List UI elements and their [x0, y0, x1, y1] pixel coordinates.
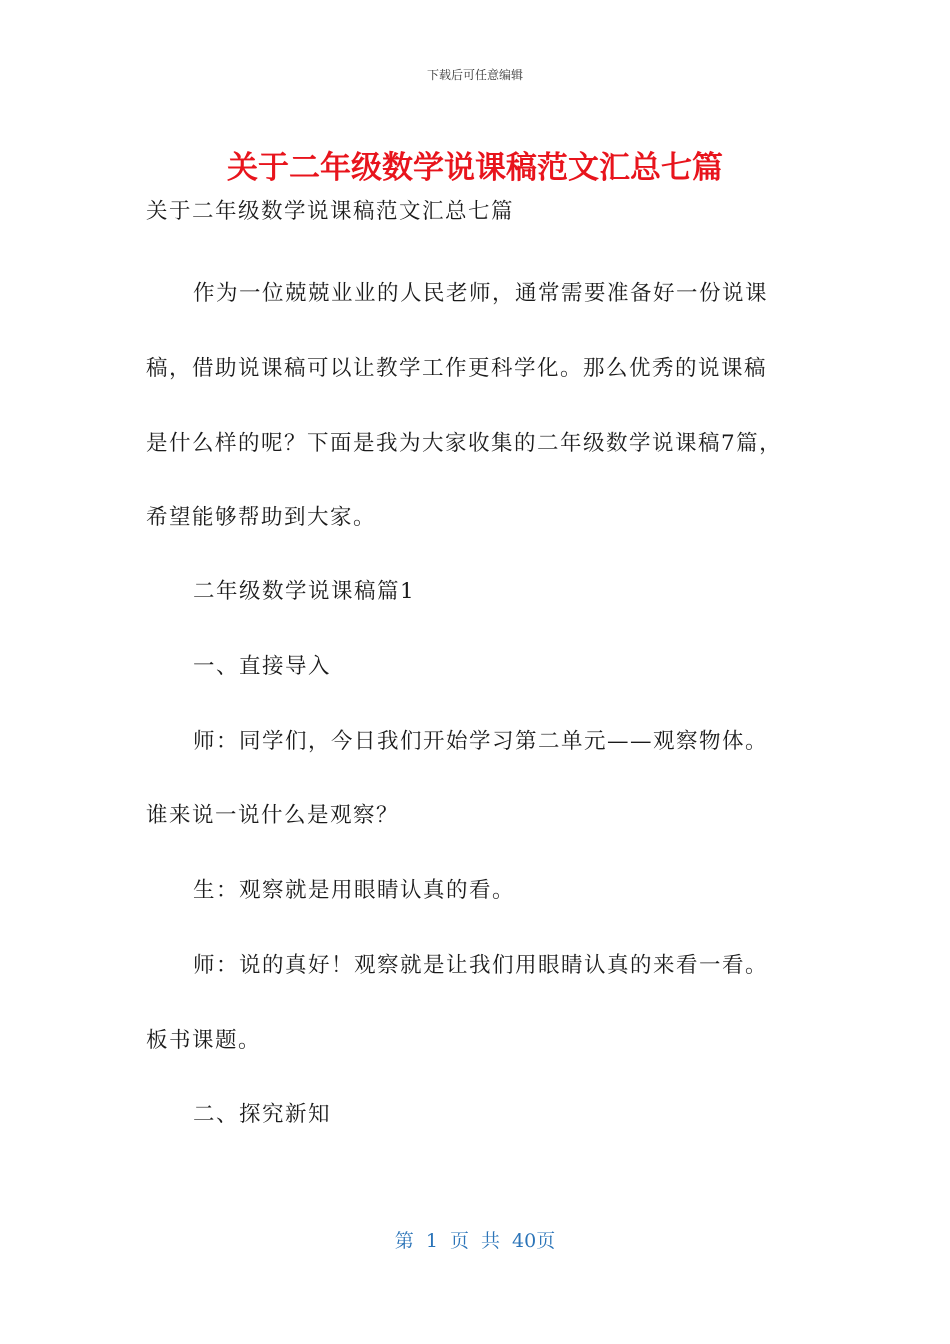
document-subtitle: 关于二年级数学说课稿范文汇总七篇 [146, 199, 515, 224]
paragraph-line: 希望能够帮助到大家。 [146, 505, 377, 530]
paragraph-line: 师：同学们，今日我们开始学习第二单元——观察物体。 [193, 729, 769, 754]
section-heading: 二、探究新知 [193, 1102, 332, 1127]
paragraph-line: 稿，借助说课稿可以让教学工作更科学化。那么优秀的说课稿 [146, 356, 768, 381]
paragraph-line: 是什么样的呢？下面是我为大家收集的二年级数学说课稿7篇， [146, 431, 783, 456]
section-heading: 二年级数学说课稿篇1 [193, 579, 416, 604]
page-number: 第 1 页 共 40页 [394, 1230, 556, 1252]
paragraph-line: 生：观察就是用眼睛认真的看。 [193, 878, 516, 903]
paragraph-line: 师：说的真好！观察就是让我们用眼睛认真的来看一看。 [193, 953, 769, 978]
section-heading: 一、直接导入 [193, 654, 332, 679]
header-note: 下载后可任意编辑 [426, 68, 523, 82]
document-title: 关于二年级数学说课稿范文汇总七篇 [227, 150, 723, 186]
paragraph-line: 作为一位兢兢业业的人民老师，通常需要准备好一份说课 [193, 281, 769, 306]
paragraph-line: 谁来说一说什么是观察？ [146, 803, 400, 828]
paragraph-line: 板书课题。 [146, 1028, 262, 1053]
